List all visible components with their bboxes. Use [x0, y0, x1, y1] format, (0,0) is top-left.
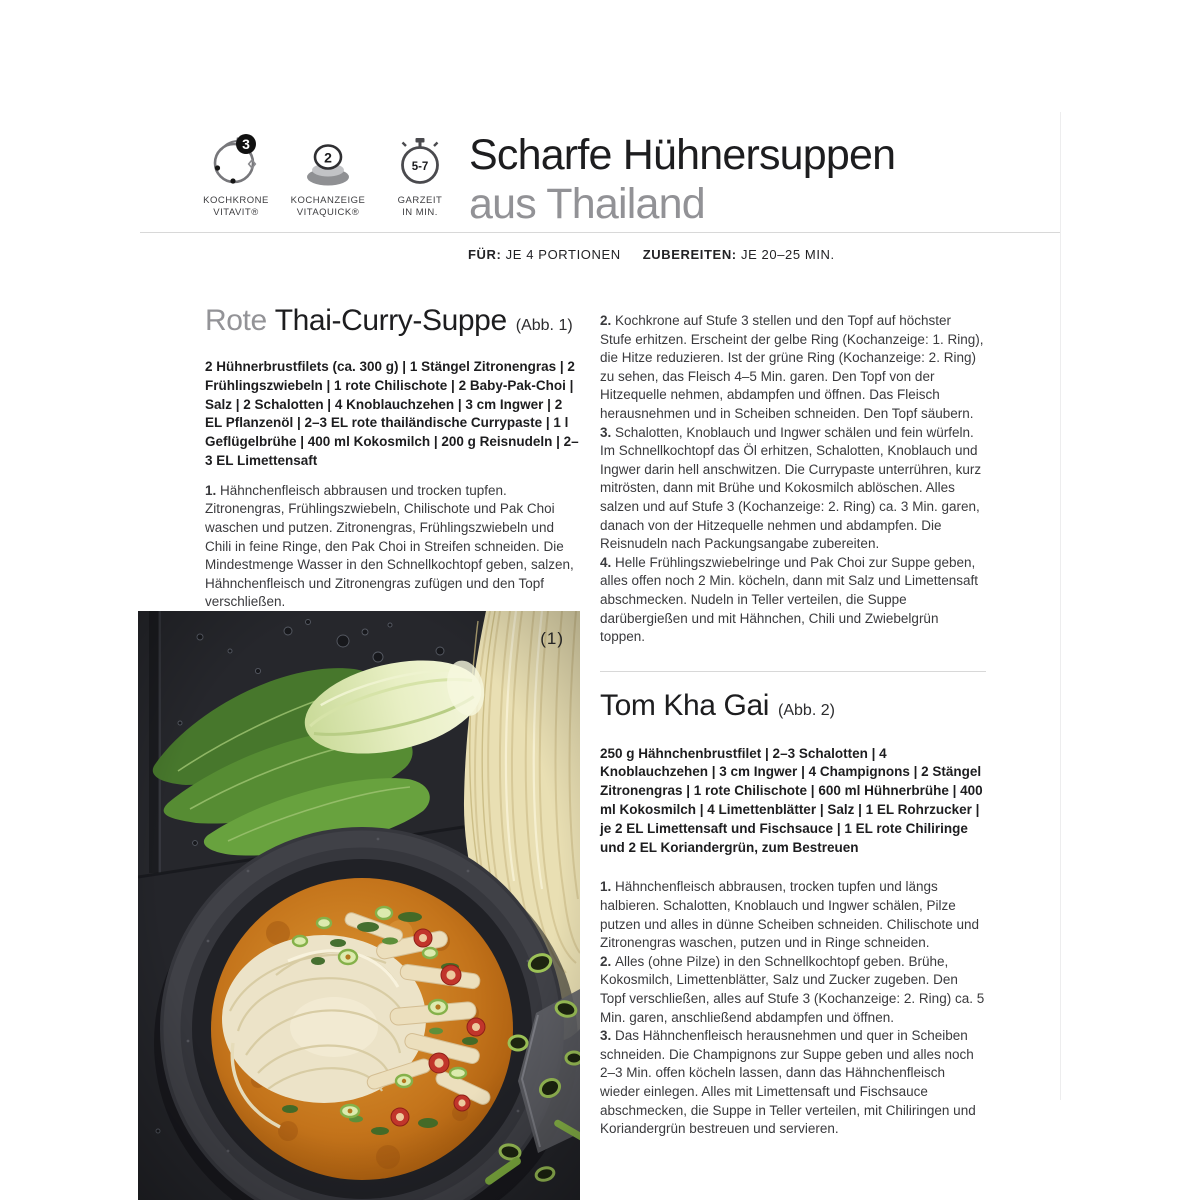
recipe1-step-2: [600, 312, 986, 424]
kochkrone-value: 3: [242, 136, 250, 152]
page-edge-rule: [1060, 112, 1061, 1100]
recipe2-steps: [600, 878, 986, 1138]
recipe2-step-1: [600, 878, 986, 952]
dish-photo-illustration: [138, 611, 580, 1200]
step-number: 4.: [600, 554, 612, 570]
left-column: [205, 304, 581, 612]
header-divider: [140, 232, 1060, 233]
dial-level-icon: [207, 132, 265, 190]
step-number: 3.: [600, 1028, 612, 1044]
page-title-line1: Scharfe Hühnersuppen: [469, 130, 896, 179]
recipe-photo: [138, 611, 580, 1200]
recipe1-figure-ref: (Abb. 1): [515, 317, 573, 334]
section-divider: [600, 671, 986, 672]
prep-value: JE 20–25 MIN.: [740, 247, 835, 262]
servings-value: JE 4 PORTIONEN: [505, 247, 621, 262]
recipe2-title: [600, 689, 986, 728]
stopwatch-icon: [391, 132, 449, 190]
recipe1-step-4: [600, 554, 986, 647]
recipe2-step-2: [600, 953, 986, 1027]
step-text: Hähnchenfleisch abbrausen und trocken tupfen. Zitronengras, Frühlingszwiebeln, Chilischote und Pak Choi waschen und putzen. Zitronengras, Frühlingszwiebeln und Chili in feine Ringe, den Pak Choi in Streifen schneiden. Die Mindestmenge Wasser in den Schnellkochtopf geben, salzen, Hähnchenfleisch und Zitronengras zufügen und den Topf verschließen.: [205, 482, 574, 610]
step-text: Alles (ohne Pilze) in den Schnellkochtopf geben. Brühe, Kokosmilch, Limettenblätter, Salz und Zucker zugeben. Den Topf verschließen, alles auf Stufe 3 (Kochanzeige: 2. Ring) ca. 5 Min. garen, anschließend abdampfen und öffnen.: [600, 953, 985, 1025]
step-number: 1.: [600, 879, 612, 895]
garzeit-value: 5-7: [411, 161, 429, 173]
right-column: [600, 312, 986, 1139]
recipe1-title-dark: Thai-Curry-Suppe: [274, 304, 507, 337]
badge-kochanzeige-label: [284, 195, 372, 219]
cooking-info-badges: [192, 132, 464, 219]
recipe1-ingredients: 2 Hühnerbrustfilets (ca. 300 g) | 1 Stängel Zitronengras | 2 Frühlingszwiebeln | 1 rote Chilischote | 2 Baby-Pak-Choi | Salz | 2 Schalotten | 4 Knoblauchzehen | 3 cm Ingwer | 2 EL Pflanzenöl | 2–3 EL rote thailändische Currypaste | 1 l Geflügelbrühe | 400 ml Kokosmilch | 200 g Reisnudeln | 2–3 EL Limettensaft: [205, 359, 579, 468]
kochanzeige-value: 2: [324, 149, 332, 166]
badge-label-line: VITAQUICK®: [296, 207, 360, 218]
recipe1-title-light: Rote: [205, 304, 267, 337]
step-number: 3.: [600, 424, 612, 440]
badge-label-line: KOCHANZEIGE: [290, 195, 366, 206]
badge-label-line: GARZEIT: [397, 195, 443, 206]
page-title: [469, 131, 895, 229]
step-text: Helle Frühlingszwiebelringe und Pak Choi zur Suppe geben, alles offen noch 2 Min. köcheln, dann mit Salz und Limettensaft abschmecken. Nudeln in Teller verteilen, die Suppe darübergießen und mit Hähnchen, Chili und Zwiebelgrün toppen.: [600, 554, 978, 645]
step-text: Das Hähnchenfleisch herausnehmen und quer in Scheiben schneiden. Die Champignons zur Suppe geben und alles noch 2–3 Min. offen köcheln lassen, dann das Hähnchenfleisch wieder einlegen. Alles mit Limettensaft und Fischsauce abschmecken, die Suppe in Teller verteilen, mit Chiliringen und Koriandergrün bestreuen und servieren.: [600, 1028, 976, 1137]
badge-kochanzeige: [284, 132, 372, 219]
step-number: 2.: [600, 313, 612, 328]
prep-label: ZUBEREITEN:: [642, 247, 737, 262]
recipe1-step-1: [205, 482, 581, 612]
badge-label-line: IN MIN.: [402, 207, 438, 218]
badge-kochkrone-label: [192, 195, 280, 219]
recipe1-title: [205, 304, 581, 343]
recipe2-figure-ref: (Abb. 2): [778, 701, 835, 719]
badge-label-line: VITAVIT®: [213, 207, 259, 218]
indicator-rings-icon: [299, 132, 357, 190]
recipe2-ingredients: 250 g Hähnchenbrustfilet | 2–3 Schalotten | 4 Knoblauchzehen | 3 cm Ingwer | 4 Champignons | 2 Stängel Zitronengras | 1 rote Chilischote | 600 ml Hühnerbrühe | 400 ml Kokosmilch | 4 Limettenblätter | Salz | 1 EL Rohrzucker | je 2 EL Limettensaft und Fischsauce | 1 EL rote Chiliringe und 2 EL Koriandergrün, zum Bestreuen: [600, 745, 983, 855]
step-text: Schalotten, Knoblauch und Ingwer schälen und fein würfeln. Im Schnellkochtopf das Öl erhitzen, Schalotten, Knoblauch und Ingwer darin hell anschwitzen. Die Currypaste unterrühren, kurz mitrösten, dann mit Brühe und Kokosmilch ablöschen. Alles salzen und auf Stufe 3 (Kochanzeige: 2. Ring) ca. 3 Min. garen, danach von der Hitzequelle nehmen und abdampfen. Die Reisnudeln nach Packungsangabe zubereiten.: [600, 424, 982, 552]
serving-info: [468, 247, 835, 262]
badge-label-line: KOCHKRONE: [203, 195, 269, 206]
page-title-line2: aus Thailand: [469, 179, 705, 228]
recipe2-step-3: [600, 1027, 986, 1139]
step-number: 1.: [205, 482, 217, 498]
photo-figure-label: (1): [540, 629, 564, 648]
step-text: Hähnchenfleisch abbrausen, trocken tupfen und längs halbieren. Schalotten, Knoblauch und Ingwer schälen, Pilze putzen und alles in dünne Scheiben schneiden. Chilischote und Zitronengras waschen, putzen und in Ringe schneiden.: [600, 879, 980, 951]
recipe2-title-text: Tom Kha Gai: [600, 688, 770, 722]
recipe1-step-3: [600, 424, 986, 554]
badge-garzeit-label: [376, 195, 464, 219]
servings-label: FÜR:: [468, 247, 502, 262]
badge-garzeit: [376, 132, 464, 219]
badge-kochkrone: [192, 132, 280, 219]
step-number: 2.: [600, 953, 612, 969]
step-text: Kochkrone auf Stufe 3 stellen und den Topf auf höchster Stufe erhitzen. Erscheint der gelbe Ring (Kochanzeige: 1. Ring), die Hitze reduzieren. Ist der grüne Ring (Kochanzeige: 2. Ring) zu sehen, das Fleisch 4–5 Min. garen. Den Topf von der Hitzequelle nehmen, abdampfen und öffnen. Das Fleisch herausnehmen und in Scheiben schneiden. Den Topf säubern.: [600, 313, 984, 421]
